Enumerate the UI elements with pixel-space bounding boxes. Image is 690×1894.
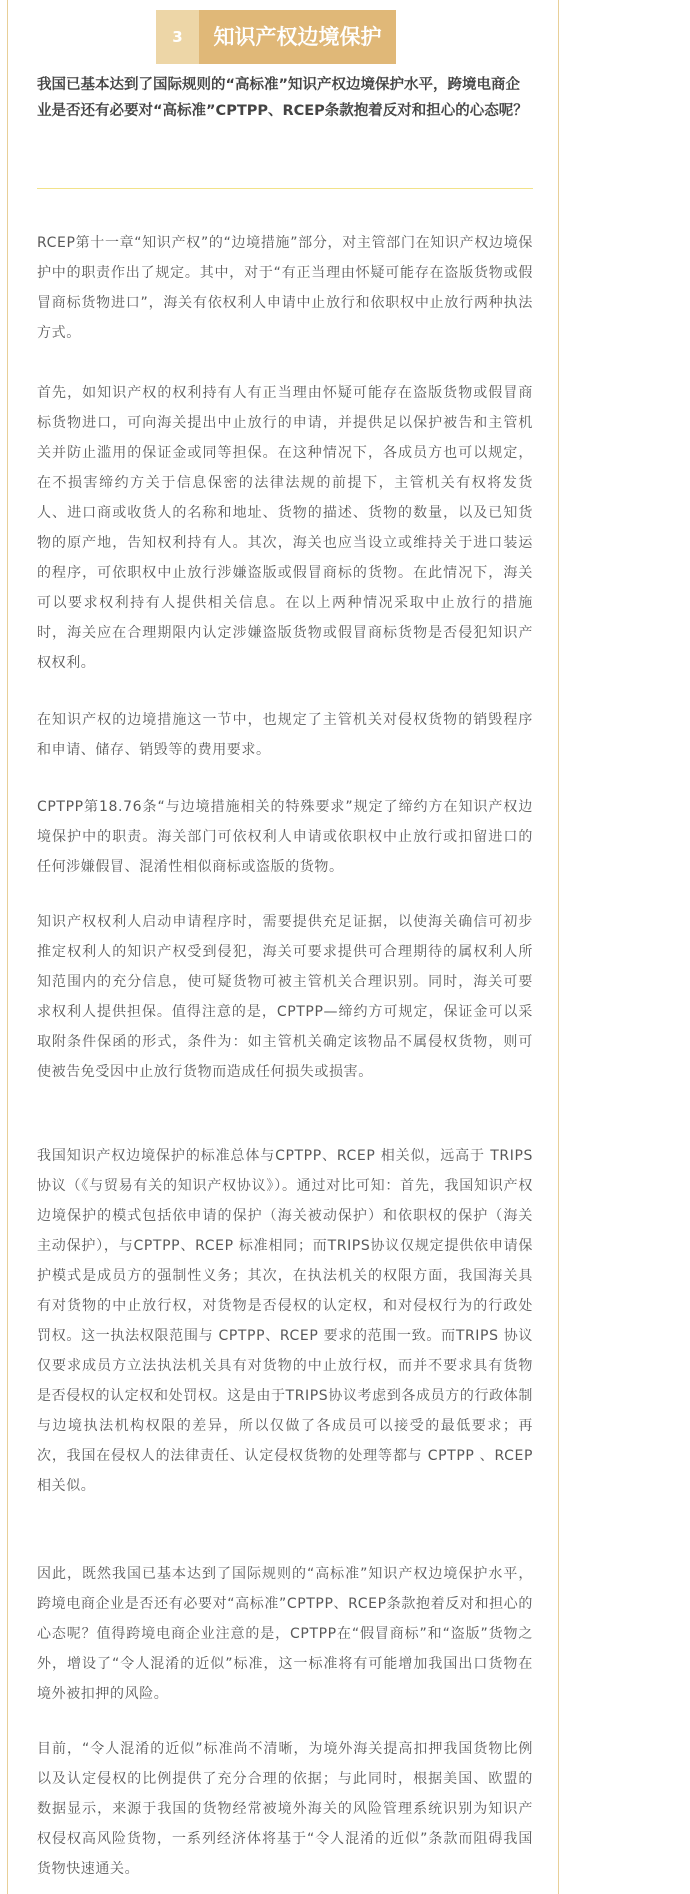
paragraph-2: 首先，如知识产权的权利持有人有正当理由怀疑可能存在盗版货物或假冒商标货物进口，可向海关提出中止放行的申请，并提供足以保护被告和主管机关并防止滥用的保证金或同等担保。在这种情况下，各成员方也可以规定，在不损害缔约方关于信息保密的法律法规的前提下，主管机关有权将发货人、进口商或收货人的名称和地址、货物的描述、货物的数量，以及已知货物的原产地，告知权利持有人。其次，海关也应当设立或维持关于进口装运的程序，可依职权中止放行涉嫌盗版或假冒商标的货物。在此情况下，海关可以要求权利持有人提供相关信息。在以上两种情况采取中止放行的措施时，海关应在合理期限内认定涉嫌盗版货物或假冒商标货物是否侵犯知识产权权利。	[37, 385, 533, 671]
paragraph-4: CPTPP第18.76条“与边境措施相关的特殊要求”规定了缔约方在知识产权边境保护中的职责。海关部门可依权利人申请或依职权中止放行或扣留进口的任何涉嫌假冒、混淆性相似商标或盗版的货物。	[37, 799, 533, 875]
paragraph-6: 我国知识产权边境保护的标准总体与CPTPP、RCEP 相关似，远高于 TRIPS 协议（《与贸易有关的知识产权协议》）。通过对比可知：首先，我国知识产权边境保护的模式包括依申请的保护（海关被动保护）和依职权的保护（海关主动保护），与CPTPP、RCEP 标准相同；而TRIPS协议仅规定提供依申请保护模式是成员方的强制性义务；其次，在执法机关的权限方面，我国海关具有对货物的中止放行权，对货物是否侵权的认定权，和对侵权行为的行政处罚权。这一执法权限范围与 CPTPP、RCEP 要求的范围一致。而TRIPS 协议仅要求成员方立法执法机关具有对货物的中止放行权，而并不要求具有货物是否侵权的认定权和处罚权。这是由于TRIPS协议考虑到各成员方的行政体制与边境执法机构权限的差异，所以仅做了各成员可以接受的最低要求；再次，我国在侵权人的法律责任、认定侵权货物的处理等都与 CPTPP 、RCEP相关似。	[37, 1148, 533, 1494]
paragraph-5: 知识产权权利人启动申请程序时，需要提供充足证据，以使海关确信可初步推定权利人的知识产权受到侵犯，海关可要求提供可合理期待的属权利人所知范围内的充分信息，使可疑货物可被主管机关合理识别。同时，海关可要求权利人提供担保。值得注意的是，CPTPP—缔约方可规定，保证金可以采取附条件保函的形式，条件为：如主管机关确定该物品不属侵权货物，则可使被告免受因中止放行货物而造成任何损失或损害。	[37, 914, 533, 1080]
paragraph-3: 在知识产权的边境措施这一节中，也规定了主管机关对侵权货物的销毁程序和申请、储存、销毁等的费用要求。	[37, 712, 533, 758]
lead-question: 我国已基本达到了国际规则的“高标准”知识产权边境保护水平，跨境电商企业是否还有必要对“高标准”CPTPP、RCEP条款抱着反对和担心的心态呢？	[37, 77, 528, 119]
section-title: 知识产权边境保护	[213, 25, 382, 49]
paragraph-1: RCEP第十一章“知识产权”的“边境措施”部分，对主管部门在知识产权边境保护中的职责作出了规定。其中，对于“有正当理由怀疑可能存在盗版货物或假冒商标货物进口”，海关有依权利人申请中止放行和依职权中止放行两种执法方式。	[37, 235, 533, 341]
section-number: 3	[172, 28, 183, 46]
section-number-badge	[156, 10, 199, 64]
paragraph-8: 目前，“令人混淆的近似”标准尚不清晰，为境外海关提高扣押我国货物比例以及认定侵权的比例提供了充分合理的依据；与此同时，根据美国、欧盟的数据显示，来源于我国的货物经常被境外海关的风险管理系统识别为知识产权侵权高风险货物，一系列经济体将基于“令人混淆的近似”条款而阻碍我国货物快速通关。	[37, 1741, 533, 1877]
paragraph-7: 因此，既然我国已基本达到了国际规则的“高标准”知识产权边境保护水平，跨境电商企业是否还有必要对“高标准”CPTPP、RCEP条款抱着反对和担心的心态呢？值得跨境电商企业注意的是，CPTPP在“假冒商标”和“盗版”货物之外，增设了“令人混淆的近似”标准，这一标准将有可能增加我国出口货物在境外被扣押的风险。	[37, 1566, 533, 1702]
section-title-banner	[199, 10, 396, 64]
section-header	[156, 10, 396, 64]
divider-line	[37, 188, 533, 189]
